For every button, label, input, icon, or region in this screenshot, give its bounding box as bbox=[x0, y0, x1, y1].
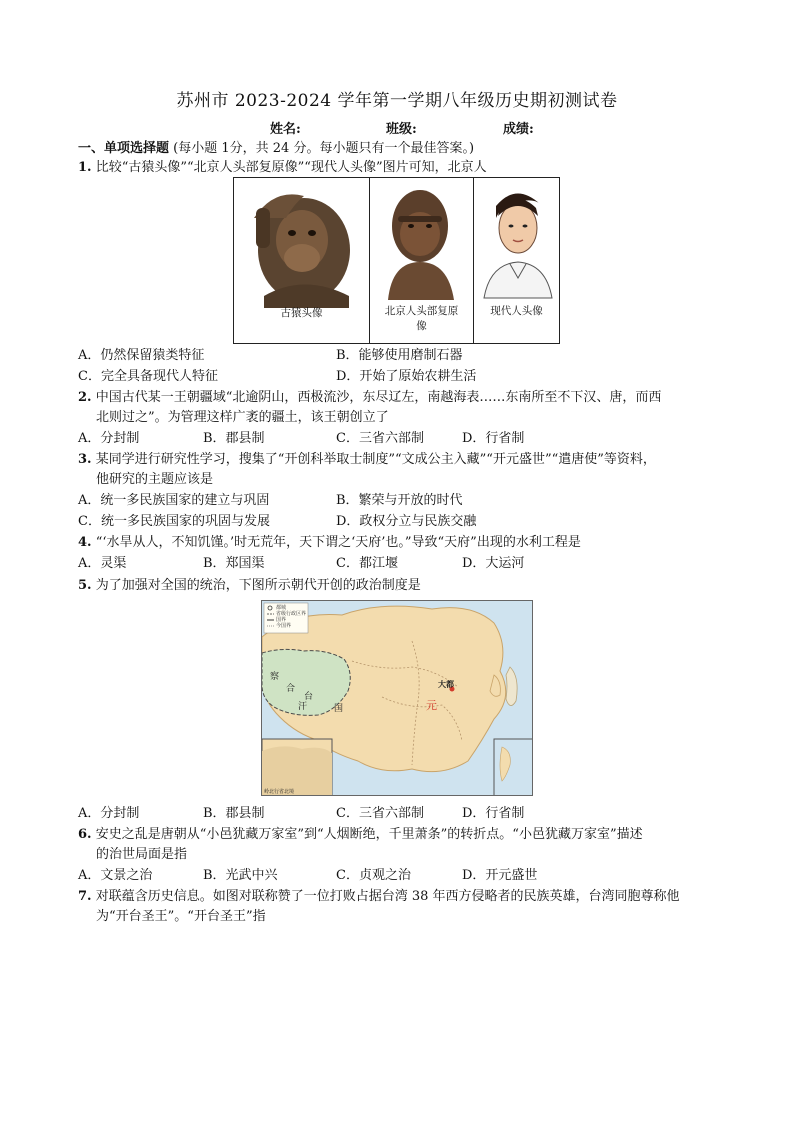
map-label-cha: 察 bbox=[270, 672, 280, 682]
q2-option-a[interactable]: A．分封制 bbox=[78, 431, 140, 446]
ape-head-cell bbox=[234, 178, 369, 343]
q5-option-d[interactable]: D．行省制 bbox=[462, 806, 525, 821]
caption-ape-head: 古猿头像 bbox=[280, 307, 323, 319]
map-inset-label: 岭北行省北境 bbox=[264, 789, 295, 795]
modern-human-cell bbox=[473, 178, 559, 343]
q1-option-c[interactable]: C．完全具备现代人特征 bbox=[78, 369, 218, 384]
q6-option-a[interactable]: A．文景之治 bbox=[78, 868, 153, 883]
map-label-guo: 国 bbox=[334, 704, 344, 714]
map-label-he: 合 bbox=[286, 684, 296, 694]
q4-option-b[interactable]: B．郑国渠 bbox=[203, 556, 265, 571]
question-7-stem-cont: 为“开台圣王”。“开台圣王”指 bbox=[96, 909, 266, 924]
q3-option-b[interactable]: B．繁荣与开放的时代 bbox=[336, 493, 463, 508]
map-label-tai: 台 bbox=[304, 692, 314, 702]
ape-head-image bbox=[234, 178, 369, 308]
class-label: 班级: bbox=[386, 122, 417, 137]
q3-option-d[interactable]: D．政权分立与民族交融 bbox=[336, 514, 477, 529]
question-5-stem: 5. 为了加强对全国的统治，下图所示朝代开创的政治制度是 bbox=[78, 578, 421, 593]
q3-option-a[interactable]: A．统一多民族国家的建立与巩固 bbox=[78, 493, 270, 508]
q5-option-a[interactable]: A．分封制 bbox=[78, 806, 140, 821]
section-heading bbox=[78, 139, 474, 159]
caption-peking-man-cont: 像 bbox=[416, 320, 427, 332]
yuan-dynasty-map bbox=[261, 600, 533, 796]
peking-man-bust-image bbox=[370, 178, 474, 306]
legend-capital: 都城 bbox=[276, 605, 287, 611]
score-label: 成绩: bbox=[503, 122, 534, 137]
map-label-dynasty: 元 bbox=[426, 699, 437, 712]
q2-option-d[interactable]: D．行省制 bbox=[462, 431, 525, 446]
legend-province-border: 省级行政区界 bbox=[276, 611, 307, 617]
q2-option-c[interactable]: C．三省六部制 bbox=[336, 431, 424, 446]
question-2-stem-cont: 北则过之”。为管理这样广袤的疆土，该王朝创立了 bbox=[96, 410, 389, 425]
q6-option-d[interactable]: D．开元盛世 bbox=[462, 868, 538, 883]
question-6-stem-cont: 的治世局面是指 bbox=[96, 847, 188, 862]
legend-modern-border: 今国界 bbox=[276, 623, 292, 629]
question-1-figure bbox=[233, 177, 560, 344]
name-label: 姓名: bbox=[270, 122, 301, 137]
question-7-stem: 7. 对联蕴含历史信息。如图对联称赞了一位打败占据台湾 38 年西方侵略者的民族英雄，台湾同胞尊称他 bbox=[78, 889, 680, 904]
caption-modern-human: 现代人头像 bbox=[490, 305, 543, 317]
q5-option-b[interactable]: B．郡县制 bbox=[203, 806, 265, 821]
section-title: 一、单项选择题 bbox=[78, 141, 170, 156]
question-2-stem: 2. 中国古代某一王朝疆域“北逾阴山，西极流沙，东尽辽左，南越海表……东南所至不下汉、唐，而西 bbox=[78, 390, 662, 405]
q4-option-a[interactable]: A．灵渠 bbox=[78, 556, 127, 571]
question-6-stem: 6. 安史之乱是唐朝从“小邑犹藏万家室”到“人烟断绝，千里萧条”的转折点。“小邑犹藏万家室”描述 bbox=[78, 827, 643, 842]
q1-option-d[interactable]: D．开始了原始农耕生活 bbox=[336, 369, 477, 384]
peking-man-cell bbox=[369, 178, 473, 343]
q6-option-b[interactable]: B．光武中兴 bbox=[203, 868, 278, 883]
q5-option-c[interactable]: C．三省六部制 bbox=[336, 806, 424, 821]
q4-option-d[interactable]: D．大运河 bbox=[462, 556, 525, 571]
q6-option-c[interactable]: C．贞观之治 bbox=[336, 868, 411, 883]
caption-peking-man: 北京人头部复原 bbox=[384, 305, 459, 317]
question-1-stem: 1. 比较“古猿头像”“北京人头部复原像”“现代人头像”图片可知，北京人 bbox=[78, 160, 487, 175]
q3-option-c[interactable]: C．统一多民族国家的巩固与发展 bbox=[78, 514, 270, 529]
section-note: (每小题 1分，共 24 分。每小题只有一个最佳答案。) bbox=[173, 141, 475, 156]
question-3-stem: 3. 某同学进行研究性学习，搜集了“开创科举取士制度”“文成公主入藏”“开元盛世”“遣唐使”等资料， bbox=[78, 452, 656, 467]
q1-option-a[interactable]: A．仍然保留猿类特征 bbox=[78, 348, 205, 363]
question-3-stem-cont: 他研究的主题应该是 bbox=[96, 472, 214, 487]
map-label-capital: 大都 bbox=[438, 679, 454, 689]
q2-option-b[interactable]: B．郡县制 bbox=[203, 431, 265, 446]
legend-national-border: 国界 bbox=[276, 617, 287, 623]
question-4-stem: 4. “‘水旱从人，不知饥馑。’时无荒年，天下谓之‘天府’也。”导致“天府”出现的水利工程是 bbox=[78, 535, 581, 550]
q4-option-c[interactable]: C．都江堰 bbox=[336, 556, 398, 571]
page-title: 苏州市 2023-2024 学年第一学期八年级历史期初测试卷 bbox=[176, 91, 618, 111]
map-label-han: 汗 bbox=[298, 702, 308, 712]
modern-human-image bbox=[474, 178, 560, 306]
q1-option-b[interactable]: B．能够使用磨制石器 bbox=[336, 348, 463, 363]
